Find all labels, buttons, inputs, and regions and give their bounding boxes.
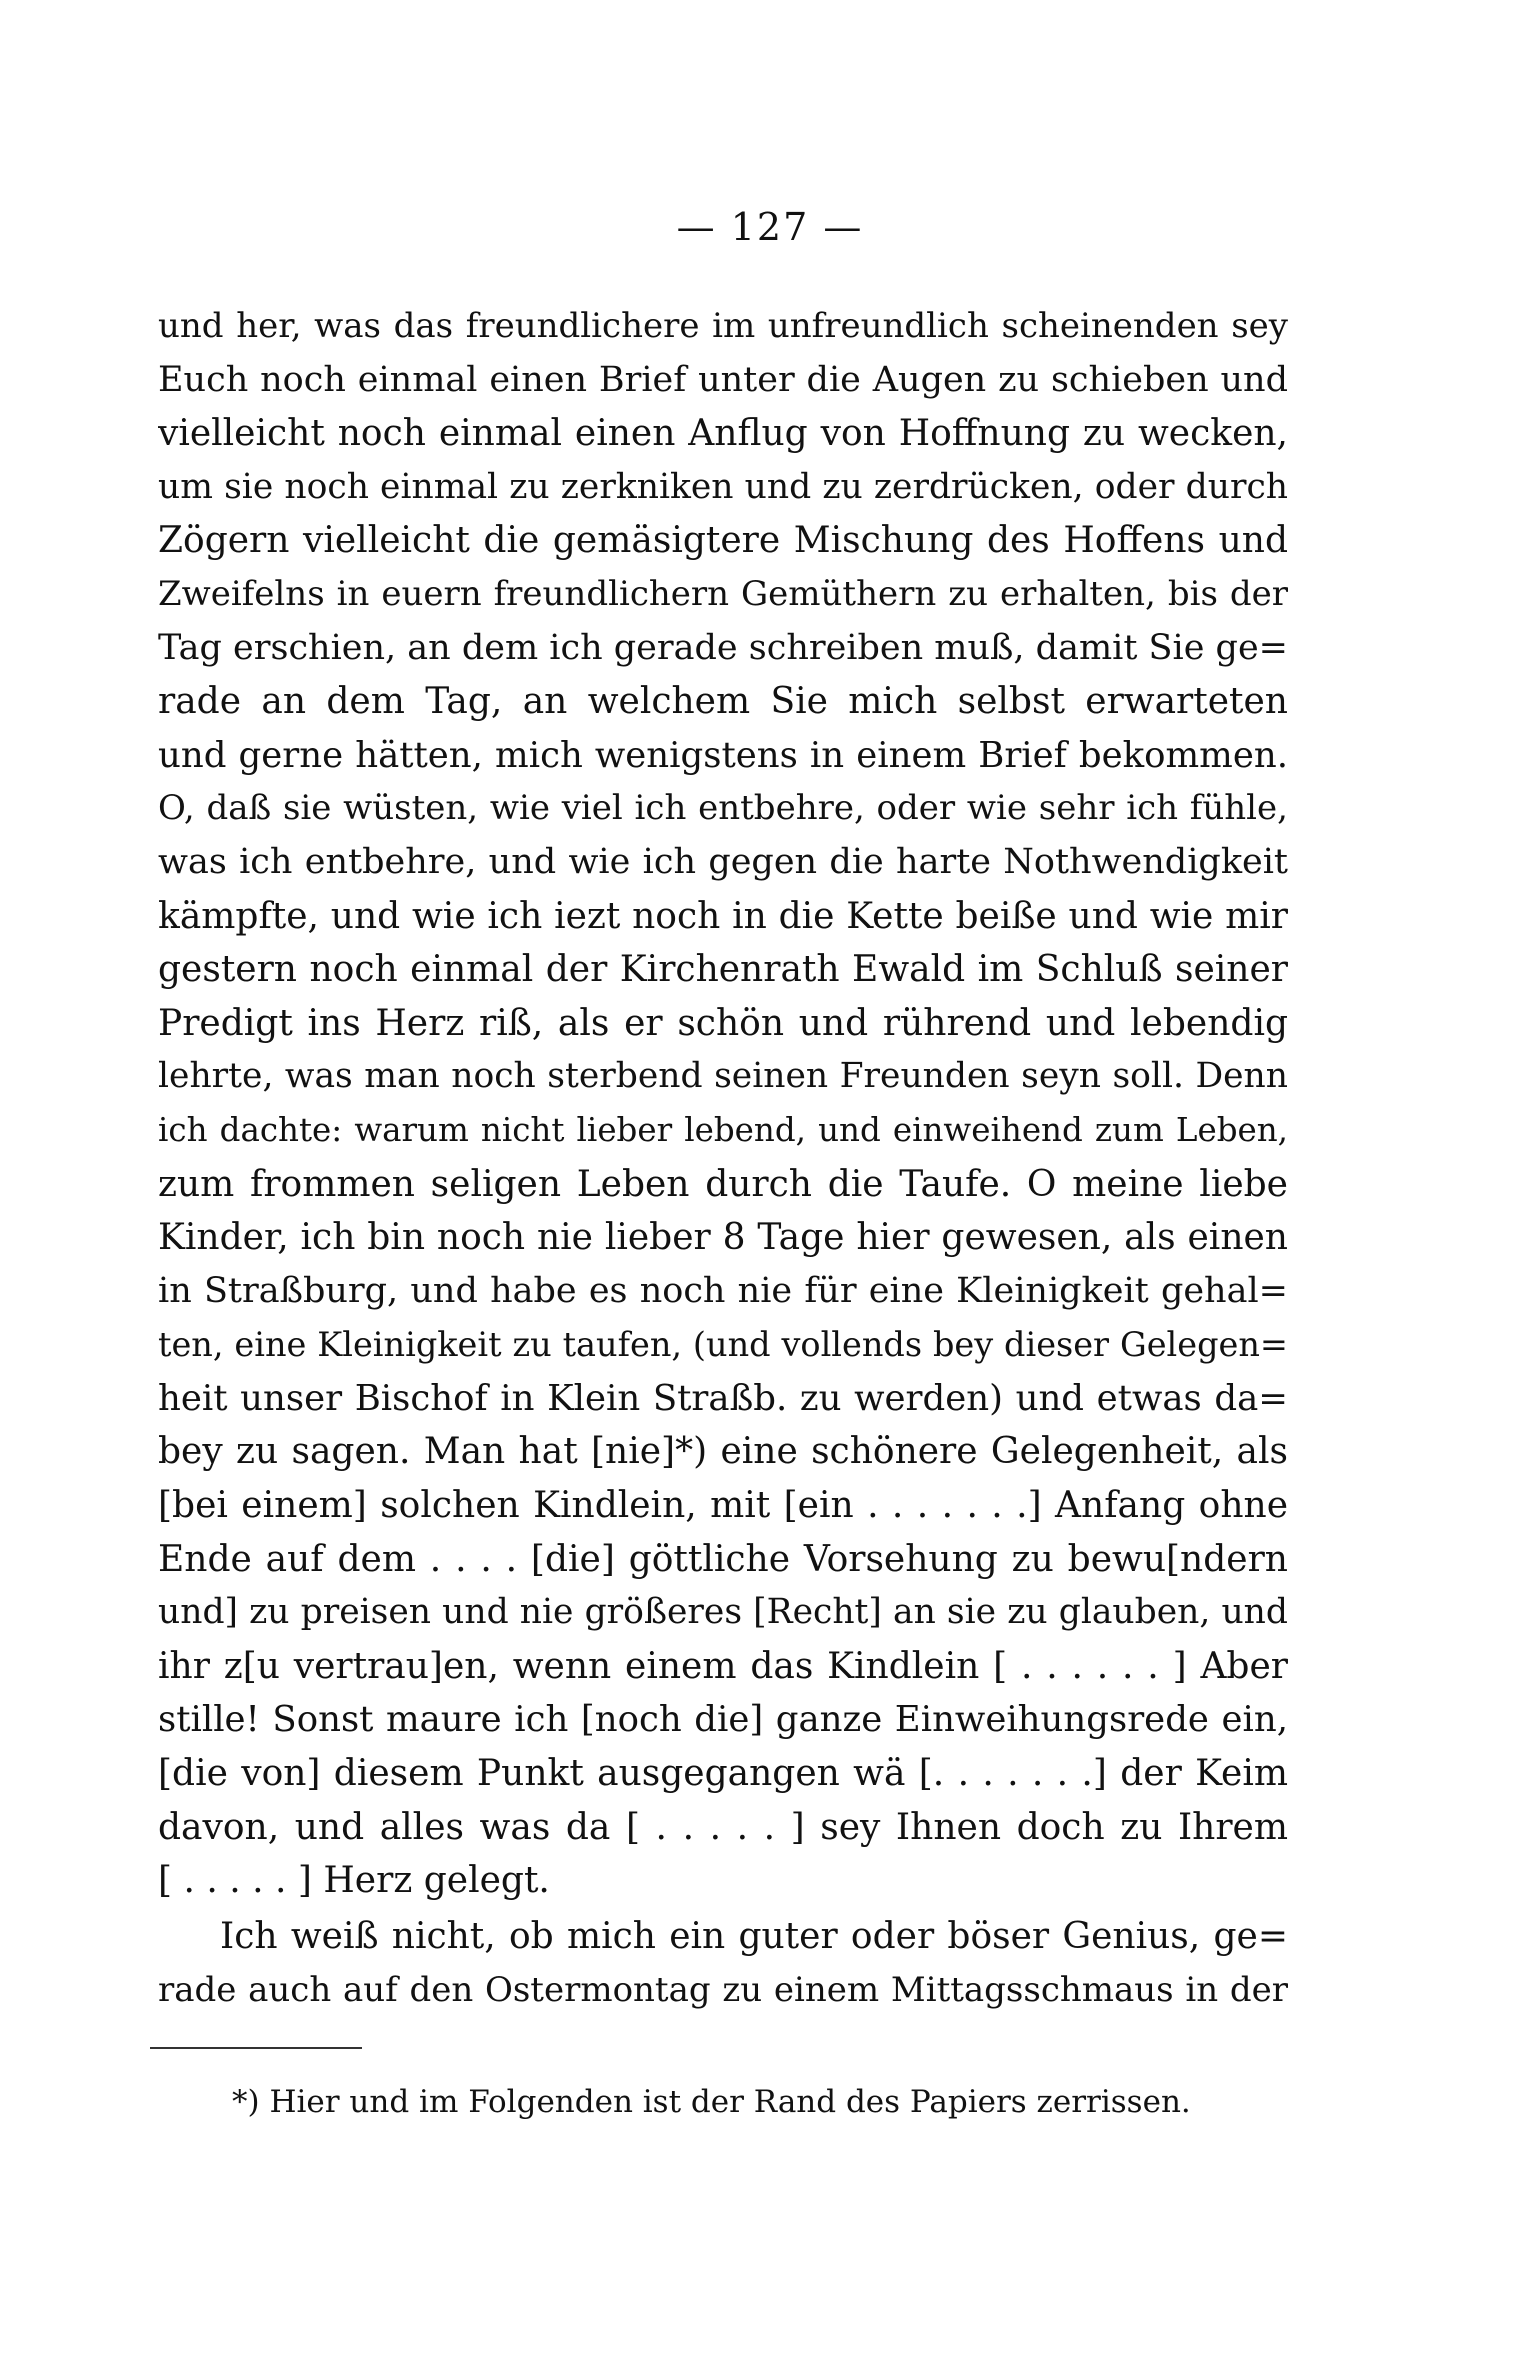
- text-line: Zweifelns in euern freundlichern Gemüthern zu erhalten, bis der: [158, 573, 1288, 614]
- text-line: heit unser Bischof in Klein Straßb. zu werden) und etwas da=: [158, 1377, 1288, 1419]
- text-line: zum frommen seligen Leben durch die Taufe. O meine liebe: [158, 1163, 1288, 1205]
- text-line: [bei einem] solchen Kindlein, mit [ein . . . . . . .] Anfang ohne: [158, 1485, 1288, 1527]
- text-line: und] zu preisen und nie größeres [Recht] an sie zu glauben, und: [158, 1592, 1288, 1633]
- text-line: Ende auf dem . . . . [die] göttliche Vorsehung zu bewu[ndern: [158, 1538, 1288, 1580]
- text-line: rade an dem Tag, an welchem Sie mich selbst erwarteten: [158, 681, 1288, 723]
- text-line: um sie noch einmal zu zerkniken und zu zerdrücken, oder durch: [158, 466, 1288, 507]
- text-line: ten, eine Kleinigkeit zu taufen, (und vollends bey dieser Gelegen=: [158, 1325, 1288, 1365]
- page-number: — 127 —: [676, 205, 864, 249]
- text-line: stille! Sonst maure ich [noch die] ganze Einweihungsrede ein,: [158, 1699, 1288, 1741]
- text-line: O, daß sie wüsten, wie viel ich entbehre, oder wie sehr ich fühle,: [158, 788, 1288, 829]
- text-line: bey zu sagen. Man hat [nie]*) eine schönere Gelegenheit, als: [158, 1431, 1288, 1473]
- text-line: gestern noch einmal der Kirchenrath Ewald im Schluß seiner: [158, 949, 1288, 991]
- text-line: [ . . . . . ] Herz gelegt.: [158, 1860, 550, 1902]
- text-line: Ich weiß nicht, ob mich ein guter oder böser Genius, ge=: [220, 1916, 1288, 1957]
- text-line: Predigt ins Herz riß, als er schön und rührend und lebendig: [158, 1002, 1288, 1044]
- text-line: rade auch auf den Ostermontag zu einem Mittagsschmaus in der: [158, 1969, 1288, 2010]
- paragraph-2: [158, 1910, 1288, 2017]
- text-line: in Straßburg, und habe es noch nie für eine Kleinigkeit gehal=: [158, 1270, 1288, 1311]
- paragraph-1: [158, 300, 1288, 1908]
- footnote: *) Hier und im Folgenden ist der Rand des Papiers zerrissen.: [232, 2084, 1191, 2120]
- text-line: und her, was das freundlichere im unfreundlich scheinenden sey: [158, 306, 1288, 346]
- text-line: was ich entbehre, und wie ich gegen die harte Nothwendigkeit: [158, 841, 1288, 882]
- text-line: lehrte, was man noch sterbend seinen Freunden seyn soll. Denn: [158, 1056, 1288, 1097]
- text-line: ihr z[u vertrau]en, wenn einem das Kindlein [ . . . . . . ] Aber: [158, 1645, 1288, 1687]
- text-line: Kinder, ich bin noch nie lieber 8 Tage hier gewesen, als einen: [158, 1217, 1288, 1259]
- text-line: Euch noch einmal einen Brief unter die Augen zu schieben und: [158, 359, 1288, 400]
- text-line: und gerne hätten, mich wenigstens in einem Brief bekommen.: [158, 734, 1288, 776]
- footnote-divider: [150, 2047, 362, 2049]
- text-line: vielleicht noch einmal einen Anflug von Hoffnung zu wecken,: [158, 413, 1288, 455]
- text-line: davon, und alles was da [ . . . . . ] sey Ihnen doch zu Ihrem: [158, 1806, 1288, 1848]
- text-line: ich dachte: warum nicht lieber lebend, und einweihend zum Leben,: [158, 1110, 1288, 1149]
- text-line: Zögern vielleicht die gemäsigtere Mischung des Hoffens und: [158, 520, 1288, 562]
- text-line: [die von] diesem Punkt ausgegangen wä [. . . . . . .] der Keim: [158, 1753, 1288, 1795]
- text-line: kämpfte, und wie ich iezt noch in die Kette beiße und wie mir: [158, 895, 1288, 937]
- text-line: Tag erschien, an dem ich gerade schreiben muß, damit Sie ge=: [158, 627, 1288, 668]
